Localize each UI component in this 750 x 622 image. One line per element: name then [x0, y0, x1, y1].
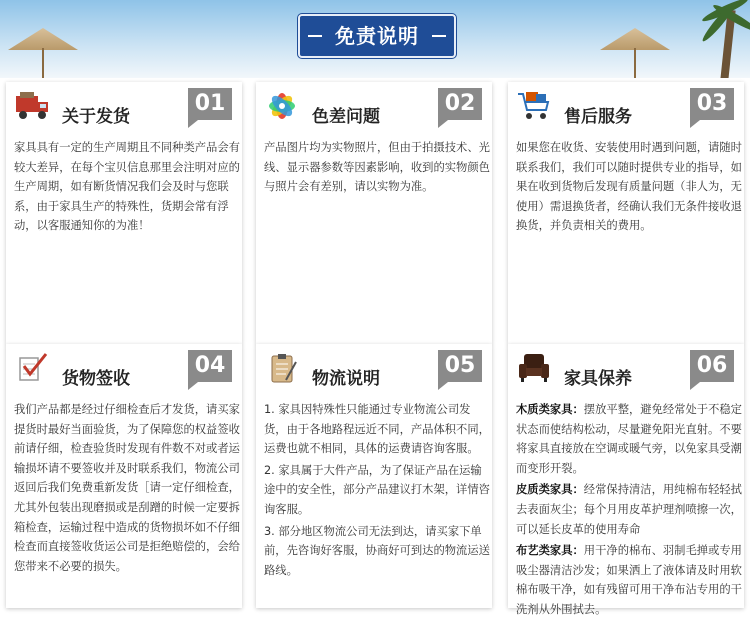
list-item: 2. 家具属于大件产品，为了保证产品在运输途中的安全性，部分产品建议打木架，详情咨询客服。	[264, 463, 490, 516]
card-title: 售后服务	[564, 107, 632, 127]
care-text: 经常保持清洁，用纯棉布轻轻拭去表面灰尘；每个月用皮革护理剂喷擦一次，可以延长皮革的使用寿命	[516, 483, 742, 536]
card-text: 家具具有一定的生产周期且不同种类产品会有较大差异，在每个宝贝信息那里会注明对应的生产周期，如有断货情况我们会及时与您联系，由于家具生产的特殊性，货期会常有浮动，以客服通知你的为准！	[14, 141, 240, 233]
care-text: 摆放平整，避免经常处于不稳定状态而使结构松动，尽量避免阳光直射。不要将家具直接放在空调或暖气旁，以免家具受潮而变形开裂。	[516, 403, 742, 475]
list-item	[516, 541, 742, 619]
beach-umbrella-icon	[600, 28, 670, 58]
checklist-icon	[14, 352, 50, 384]
truck-icon	[14, 90, 50, 122]
card-text: 我们产品都是经过仔细检查后才发货，请买家提货时最好当面验货，为了保障您的权益签收前请仔细，检查验货时发现有件数不对或者运输损坏请不要签收并及时联系我们，物流公司返回后我们免费重新发货［请一定仔细检查，尤其外包装出现磨损或是刮蹭的时候一定要拆箱检查，运输过程中造成的货物损坏如不仔细检查而直接签收货运公司是拒绝赔偿的，会给您带来不必要的损失。	[14, 403, 240, 573]
card-text	[264, 400, 490, 582]
care-label: 木质类家具：	[516, 403, 584, 416]
list-item	[516, 480, 742, 539]
shopping-cart-icon	[516, 90, 552, 122]
card-number-badge: 04	[188, 350, 232, 382]
clipboard-icon	[264, 352, 300, 384]
card-number-badge: 03	[690, 88, 734, 120]
care-text: 用干净的棉布、羽制毛掸或专用吸尘器清洁沙发；如果洒上了液体请及时用软棉布吸干净，如有残留可用干净布沾专用的干洗剂从外围拭去。	[516, 544, 742, 616]
card-title: 色差问题	[312, 107, 380, 127]
palm-tree-icon	[690, 0, 750, 78]
page-title-badge	[298, 14, 456, 58]
card-title: 物流说明	[312, 369, 380, 389]
header-banner	[0, 0, 750, 78]
card-receipt	[6, 344, 242, 608]
card-furniture-care	[508, 344, 744, 616]
card-color-difference	[256, 82, 492, 344]
care-label: 布艺类家具：	[516, 544, 584, 558]
card-number-badge: 01	[188, 88, 232, 120]
list-item: 1. 家具因特殊性只能通过专业物流公司发货，由于各地路程远近不同，产品体积不同，运费也就不相同，具体的运费请咨询客服。	[264, 403, 490, 456]
card-text: 如果您在收货、安装使用时遇到问题，请随时联系我们，我们可以随时提供专业的指导，如果在收到货物后发现有质量问题（非人为，无使用）需退换货者，经确认我们无条件接收退换货，并负责相关的费用。	[516, 141, 742, 233]
color-wheel-icon	[264, 90, 300, 122]
care-label: 皮质类家具：	[516, 483, 584, 497]
card-title: 关于发货	[62, 107, 130, 127]
card-title: 货物签收	[62, 369, 130, 389]
card-logistics	[256, 344, 492, 608]
card-shipping	[6, 82, 242, 344]
list-item	[516, 400, 742, 478]
list-item: 3. 部分地区物流公司无法到达，请买家下单前，先咨询好客服，协商好可到达的物流运送路线。	[264, 524, 490, 577]
beach-umbrella-icon	[8, 28, 78, 58]
card-number-badge: 05	[438, 350, 482, 382]
card-text	[516, 400, 742, 622]
card-number-badge: 06	[690, 350, 734, 382]
card-text: 产品图片均为实物照片，但由于拍摄技术、光线、显示器参数等因素影响，收到的实物颜色与照片会有差别，请以实物为准。	[264, 141, 490, 194]
armchair-icon	[516, 352, 552, 384]
card-number-badge: 02	[438, 88, 482, 120]
card-title: 家具保养	[564, 369, 632, 389]
card-after-sales	[508, 82, 744, 344]
page-title: 免责说明	[335, 24, 419, 48]
